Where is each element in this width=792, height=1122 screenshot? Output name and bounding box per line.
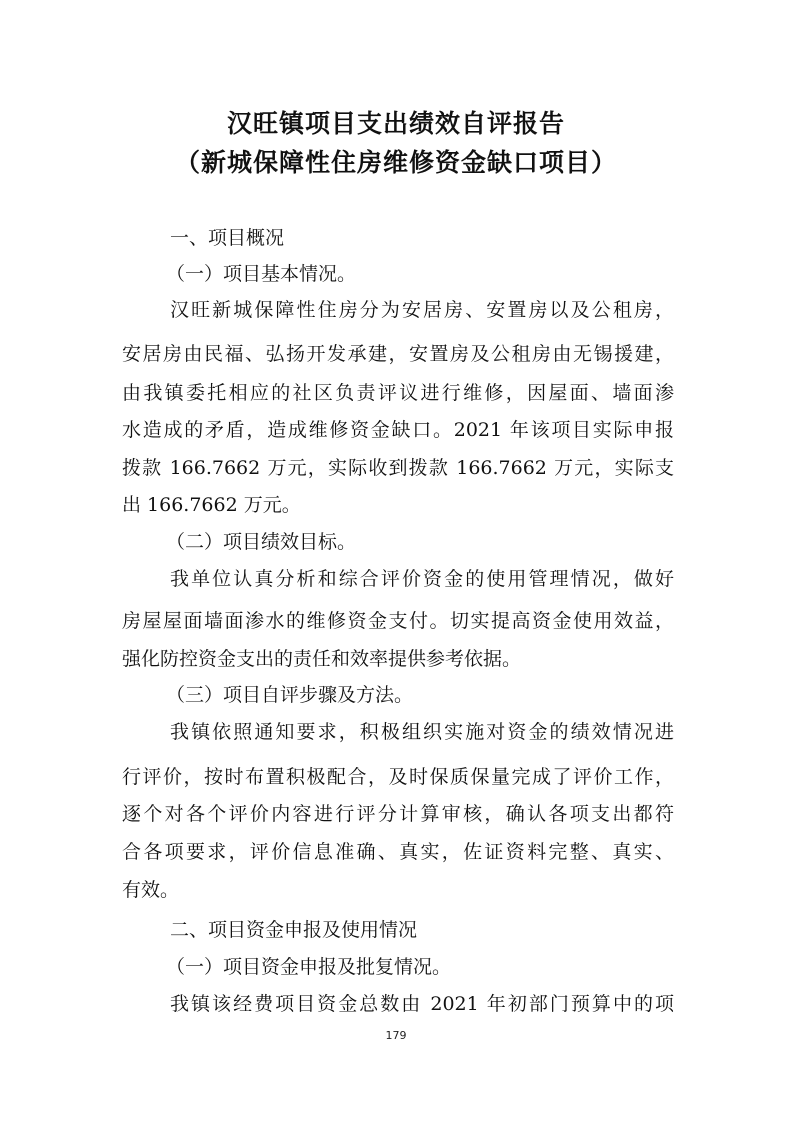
paragraph-2-line: 强化防控资金支出的责任和效率提供参考依据。: [122, 648, 522, 670]
subsection-heading-1: （一）项目基本情况。: [166, 263, 357, 285]
paragraph-1-line: 汉旺新城保障性住房分为安居房、安置房以及公租房，: [170, 299, 674, 321]
report-title: 汉旺镇项目支出绩效自评报告: [226, 109, 565, 138]
paragraph-2-line: 我单位认真分析和综合评价资金的使用管理情况，做好: [170, 568, 674, 590]
page-number: 179: [385, 1029, 407, 1042]
paragraph-3-line: 合各项要求，评价信息准确、真实，佐证资料完整、真实、: [122, 841, 674, 863]
paragraph-1-line: 安居房由民福、弘扬开发承建，安置房及公租房由无锡援建，: [122, 343, 674, 365]
paragraph-3-line: 逐个对各个评价内容进行评分计算审核，确认各项支出都符: [122, 803, 674, 825]
paragraph-2-line: 房屋屋面墙面渗水的维修资金支付。切实提高资金使用效益，: [122, 610, 674, 632]
paragraph-4-line: 我镇该经费项目资金总数由 2021 年初部门预算中的项: [170, 993, 674, 1015]
paragraph-3-line: 行评价，按时布置积极配合，及时保质保量完成了评价工作，: [122, 766, 674, 788]
subsection-heading-4: （一）项目资金申报及批复情况。: [166, 956, 452, 978]
paragraph-1-line: 出 166.7662 万元。: [122, 494, 301, 516]
report-subtitle: （新城保障性住房维修资金缺口项目）: [174, 148, 617, 177]
subsection-heading-2: （二）项目绩效目标。: [166, 531, 357, 553]
paragraph-3-line: 有效。: [122, 879, 180, 901]
subsection-heading-3: （三）项目自评步骤及方法。: [166, 684, 414, 706]
section-heading-1: 一、项目概况: [170, 227, 285, 249]
paragraph-1-line: 拨款 166.7662 万元，实际收到拨款 166.7662 万元，实际支: [122, 457, 674, 479]
paragraph-3-line: 我镇依照通知要求，积极组织实施对资金的绩效情况进: [170, 721, 674, 743]
section-heading-2: 二、项目资金申报及使用情况: [170, 919, 418, 941]
paragraph-1-line: 水造成的矛盾，造成维修资金缺口。2021 年该项目实际申报: [122, 419, 674, 441]
paragraph-1-line: 由我镇委托相应的社区负责评议进行维修，因屋面、墙面渗: [122, 382, 674, 404]
